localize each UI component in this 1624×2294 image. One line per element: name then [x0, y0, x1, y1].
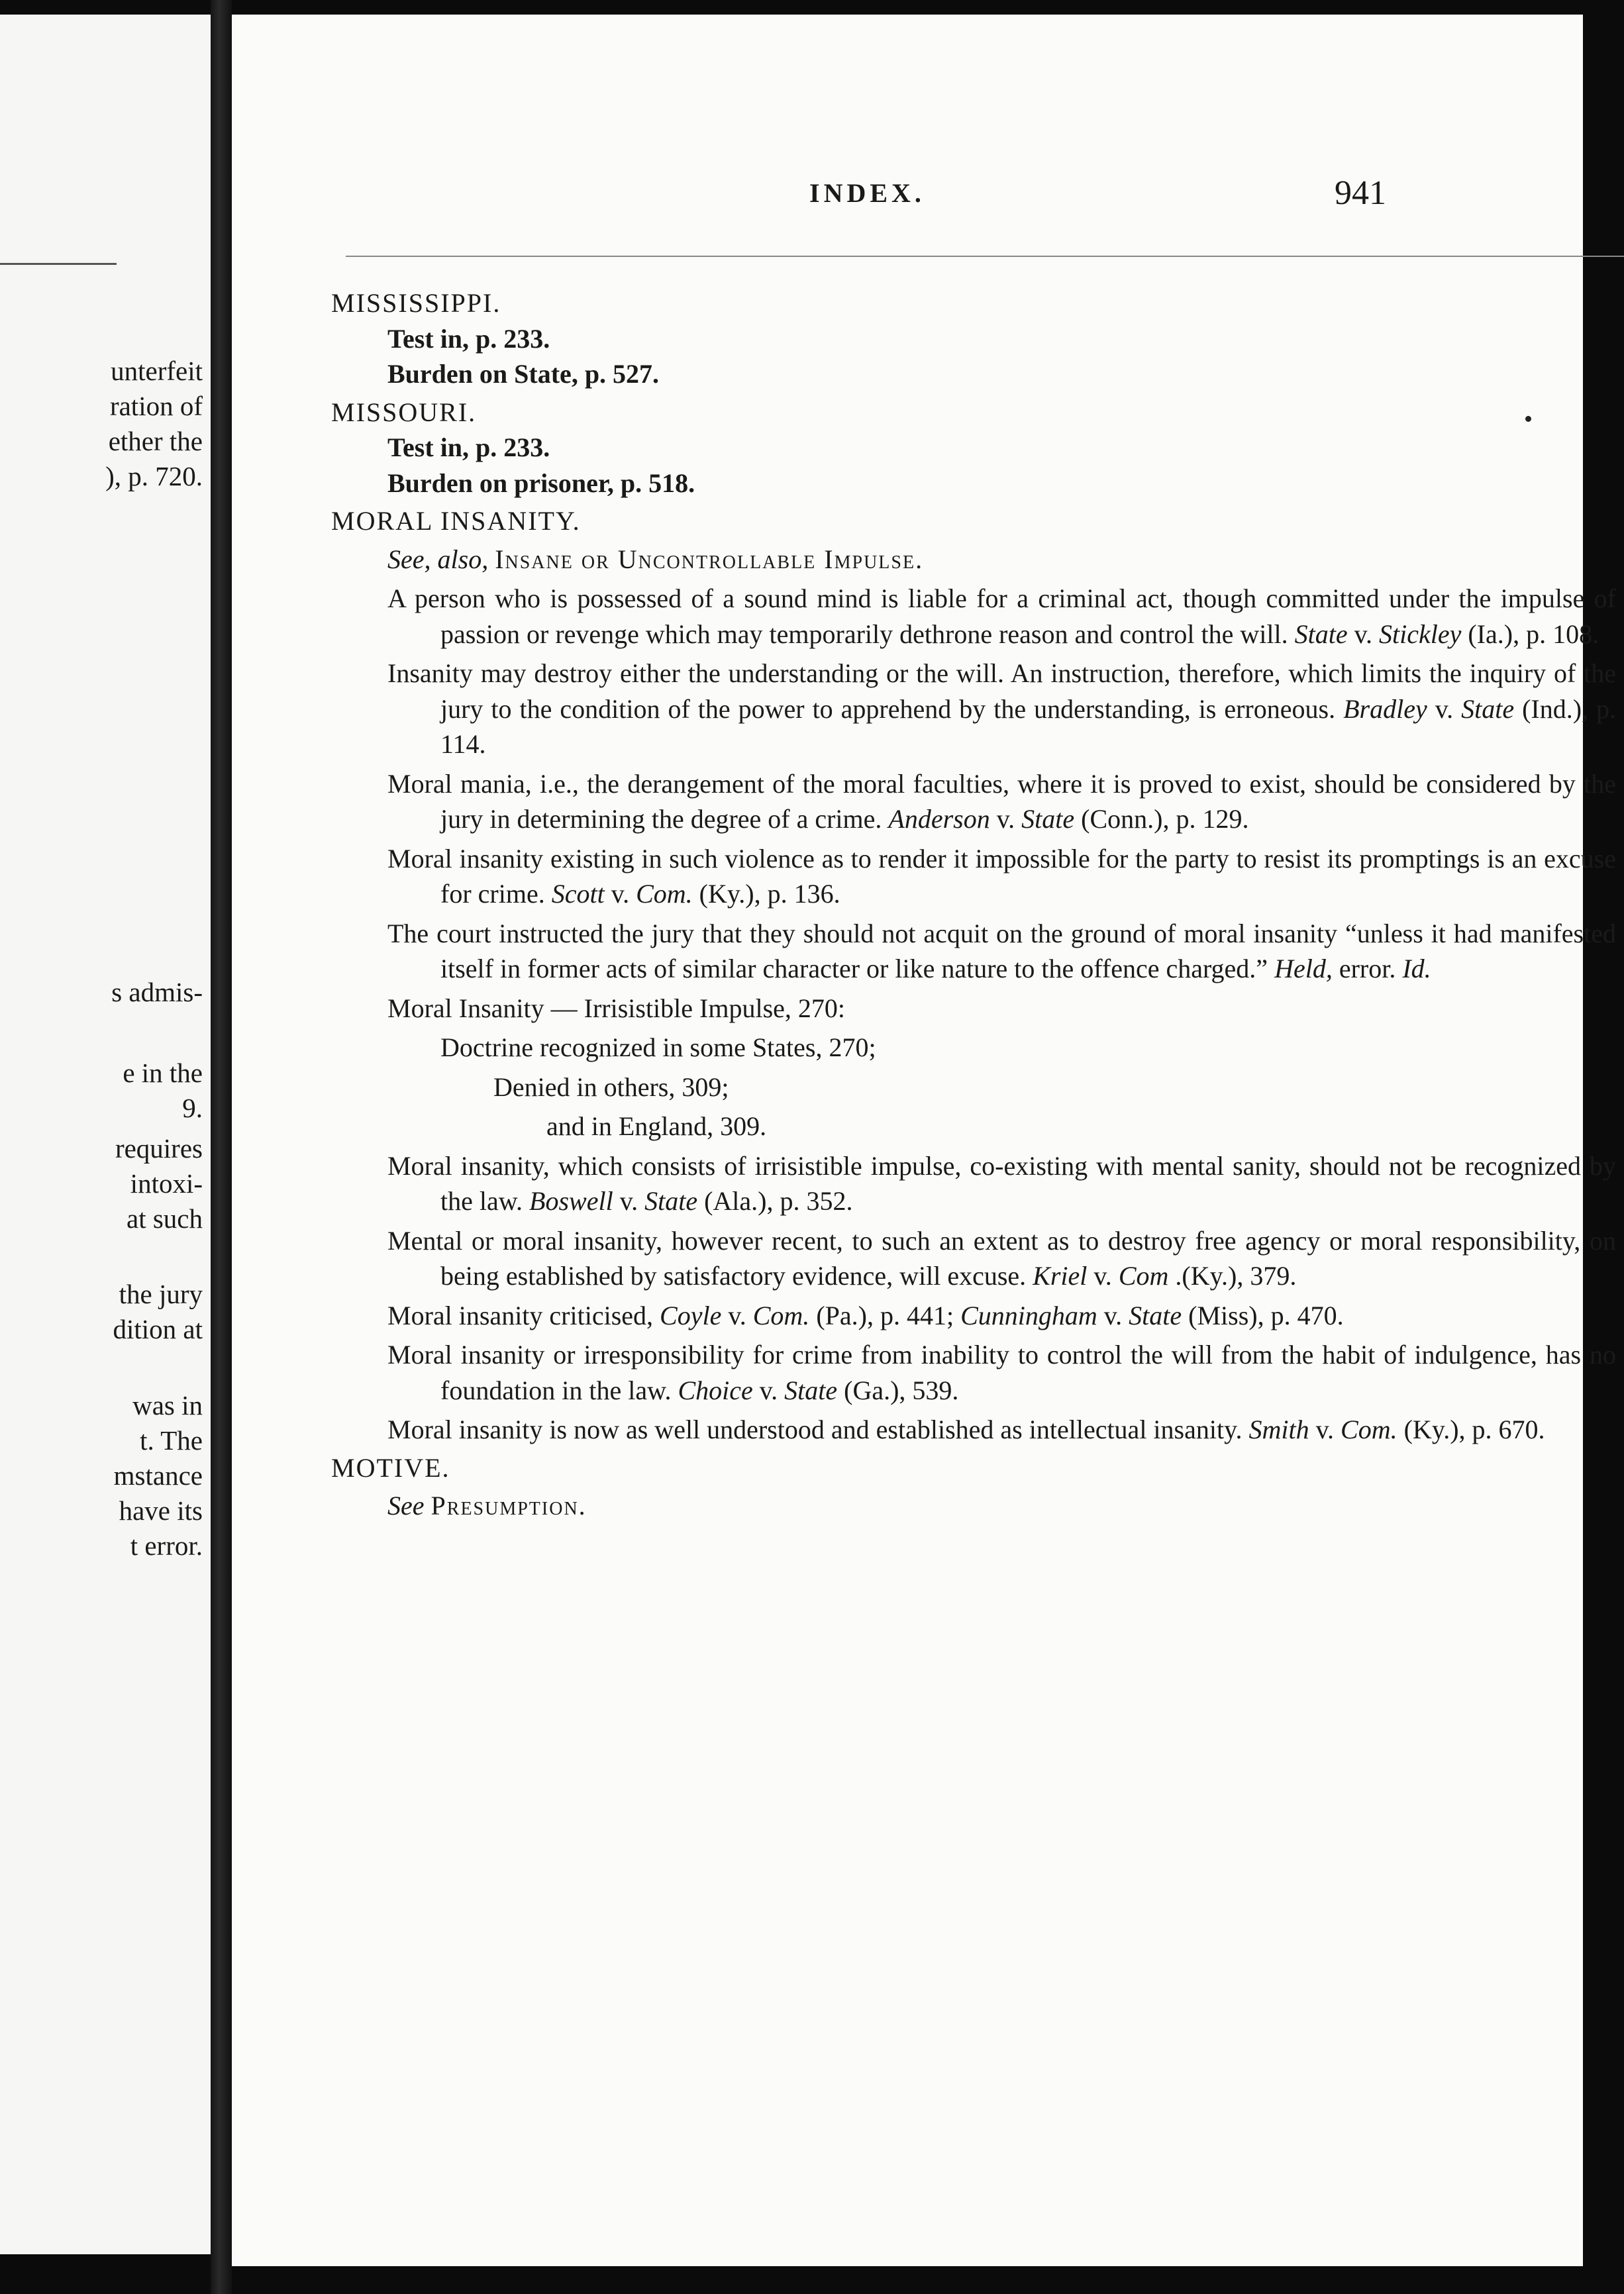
entry-text: Moral mania, i.e., the derangement of the moral faculties, where it is proved to exist, should be considered by the jury in determining the degree of a crime.: [387, 768, 1616, 834]
entry-text: Moral insanity or irresponsibility for crime from inability to control the will from the habit of indulgence, has no foundation in the law.: [387, 1340, 1616, 1405]
entry-text: Moral insanity, which consists of irrisistible impulse, co-existing with mental sanity, should not be recognized by the law.: [387, 1150, 1616, 1216]
versus: v.: [611, 879, 630, 909]
left-page-line: mstance: [113, 1460, 203, 1491]
entry-text: Moral insanity existing in such violence as to render it impossible for the party to resist its promptings is an excuse for crime.: [387, 843, 1616, 909]
index-entry: [331, 766, 1616, 837]
case-name: State: [1129, 1300, 1182, 1330]
index-subentry: Doctrine recognized in some States, 270;: [440, 1032, 876, 1062]
case-name: Choice: [678, 1375, 753, 1405]
facing-page-fragment: [0, 15, 211, 2254]
case-name: State: [644, 1186, 698, 1216]
citation: (Pa.), p. 441;: [816, 1300, 954, 1330]
left-page-header-rule: [0, 263, 117, 265]
versus: v.: [1103, 1300, 1123, 1330]
case-name: Coyle: [660, 1300, 722, 1330]
header-rule: [346, 256, 1624, 257]
case-name: Com.: [752, 1300, 810, 1330]
index-entry: [331, 1148, 1616, 1219]
see-also-reference: [331, 542, 1616, 577]
entry-text: The court instructed the jury that they should not acquit on the ground of moral insanity “unless it had manifested itself in former acts of similar character or like nature to the offence charged.”: [387, 918, 1616, 983]
index-subentry: Burden on prisoner, p. 518.: [387, 468, 695, 498]
left-page-line: 9.: [182, 1093, 203, 1123]
book-gutter: [211, 0, 232, 2294]
left-page-line: t. The: [140, 1425, 203, 1456]
index-subentry: Denied in others, 309;: [493, 1072, 729, 1102]
left-page-line: ), p. 720.: [105, 461, 203, 491]
versus: v.: [1354, 619, 1372, 649]
running-head: INDEX.: [809, 178, 925, 208]
index-entry: [331, 1298, 1616, 1334]
index-subentry: Burden on State, p. 527.: [387, 359, 660, 389]
index-body: [331, 283, 1616, 1524]
citation: (Conn.), p. 129.: [1081, 804, 1249, 834]
versus: v.: [996, 804, 1015, 834]
left-page-line: at such: [127, 1203, 203, 1234]
index-heading: MORAL INSANITY.: [331, 506, 581, 536]
case-name: State: [1294, 619, 1348, 649]
citation: (Ga.), 539.: [844, 1375, 959, 1405]
case-name: Stickley: [1379, 619, 1462, 649]
index-entry: [331, 581, 1616, 652]
case-name: Smith: [1248, 1415, 1309, 1444]
citation: (Ky.), p. 670.: [1403, 1415, 1545, 1444]
entry-text: Moral insanity criticised,: [387, 1300, 654, 1330]
index-heading: MOTIVE.: [331, 1452, 450, 1483]
left-page-line: unterfeit: [111, 356, 203, 386]
entry-text: Moral insanity is now as well understood and established as intellectual insanity.: [387, 1415, 1243, 1444]
versus: v.: [1093, 1261, 1112, 1291]
see-reference: [331, 1488, 1616, 1524]
index-heading: MISSISSIPPI.: [331, 288, 501, 318]
index-subentry: Test in, p. 233.: [387, 432, 550, 462]
index-entry: [331, 1337, 1616, 1408]
left-page-line: t error.: [130, 1530, 203, 1561]
case-name: Com.: [636, 879, 693, 909]
left-page-line: s admis-: [111, 977, 203, 1007]
page-number: 941: [1335, 174, 1386, 212]
index-subentry: Test in, p. 233.: [387, 323, 550, 354]
idem: Id.: [1402, 954, 1431, 983]
case-name: State: [1021, 804, 1075, 834]
index-entry: [331, 1223, 1616, 1294]
versus: v.: [728, 1300, 746, 1330]
index-entry: [331, 656, 1616, 762]
versus: v.: [619, 1186, 638, 1216]
left-page-line: intoxi-: [130, 1168, 203, 1199]
held-label: Held,: [1274, 954, 1333, 983]
entry-text: Insanity may destroy either the understanding or the will. An instruction, therefore, which limits the inquiry of the jury to the condition of the power to apprehend by the understanding, is erroneous.: [387, 658, 1616, 724]
left-page-line: requires: [115, 1133, 203, 1164]
citation: .(Ky.), 379.: [1175, 1261, 1297, 1291]
versus: v.: [759, 1375, 778, 1405]
citation: (Ala.), p. 352.: [704, 1186, 853, 1216]
case-name: Boswell: [529, 1186, 613, 1216]
index-heading: MISSOURI.: [331, 397, 477, 427]
index-entry: [331, 916, 1616, 987]
left-page-line: ration of: [109, 391, 203, 421]
cross-reference: Presumption.: [431, 1491, 587, 1521]
see-label: See: [387, 1491, 425, 1521]
index-entry: [331, 841, 1616, 912]
case-name: State: [784, 1375, 838, 1405]
versus: v.: [1435, 693, 1454, 724]
see-label: See, also,: [387, 544, 489, 574]
versus: v.: [1315, 1415, 1335, 1444]
index-subentry: and in England, 309.: [546, 1111, 767, 1141]
index-subheading: Moral Insanity — Irrisistible Impulse, 270:: [387, 993, 846, 1023]
case-name: State: [1461, 693, 1515, 724]
citation: (Ia.), p. 108.: [1468, 619, 1599, 649]
index-page: [232, 15, 1617, 2266]
left-page-line: ether the: [108, 426, 203, 456]
case-name: Com: [1118, 1261, 1169, 1291]
case-name: Kriel: [1033, 1261, 1088, 1291]
case-name: Com.: [1341, 1415, 1397, 1444]
entry-text: A person who is possessed of a sound mind is liable for a criminal act, though committed under the impulse of passion or revenge which may temporarily dethrone reason and control the will.: [387, 583, 1616, 649]
entry-text: Mental or moral insanity, however recent, to such an extent as to destroy free agency or moral responsibility, on being established by satisfactory evidence, will excuse.: [387, 1225, 1616, 1291]
citation: (Miss), p. 470.: [1188, 1300, 1344, 1330]
left-page-line: have its: [119, 1495, 203, 1526]
case-name: Cunningham: [960, 1300, 1097, 1330]
left-page-line: the jury: [119, 1279, 203, 1309]
left-page-line: was in: [132, 1390, 203, 1421]
left-page-line: e in the: [123, 1058, 203, 1088]
case-name: Anderson: [888, 804, 990, 834]
case-name: Scott: [551, 879, 605, 909]
holding: error.: [1339, 954, 1396, 983]
cross-reference: Insane or Uncontrollable Impulse.: [495, 544, 924, 574]
left-page-line: dition at: [113, 1314, 203, 1344]
index-entry: [331, 1412, 1616, 1448]
citation: (Ky.), p. 136.: [699, 879, 840, 909]
case-name: Bradley: [1343, 693, 1427, 724]
citation: (Ind.), p. 114.: [440, 693, 1617, 759]
